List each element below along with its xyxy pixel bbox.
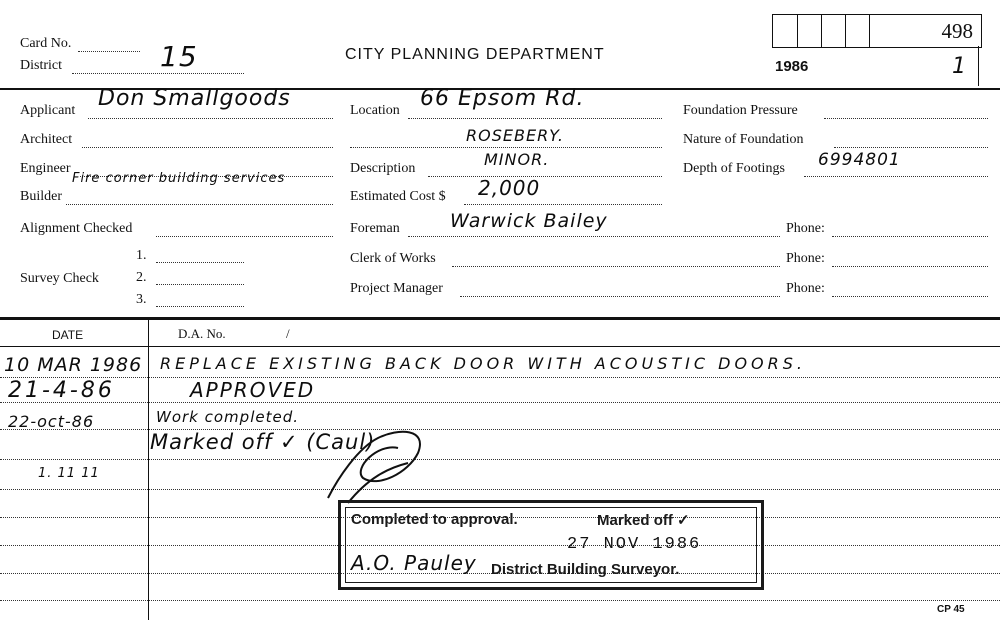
pm-line [460,296,780,297]
alignment-label: Alignment Checked [20,221,133,236]
clerk-line [452,266,780,267]
da-header: D.A. No. [178,326,226,341]
log-date-1: 10 MAR 1986 [4,354,143,376]
survey-line-3 [156,306,244,307]
da-value: / [286,326,290,341]
cost-value: 2,000 [478,176,541,200]
survey-line-1 [156,262,244,263]
survey-item-1: 1. [136,248,147,263]
depth-label: Depth of Footings [683,161,785,176]
log-text-1: REPLACE EXISTING BACK DOOR WITH ACOUSTIC DOORS. [160,354,806,373]
box-tail [978,46,979,86]
log-column-divider [148,320,149,620]
phone-line-2 [832,266,988,267]
log-header-rule [0,346,1000,347]
survey-line-2 [156,284,244,285]
card-number-box [772,14,982,48]
district-value: 15 [160,40,198,73]
foundation-pressure-label: Foundation Pressure [683,103,798,118]
card-number: 498 [941,19,973,43]
nature-line [834,147,988,148]
architect-line [82,147,333,148]
location-line [408,118,662,119]
year-label: 1986 [775,58,809,75]
builder-label: Builder [20,189,62,204]
log-text-4: Marked off ✓ (Caul) [150,430,376,454]
nature-label: Nature of Foundation [683,132,804,147]
architect-label: Architect [20,132,73,147]
cost-line [464,204,662,205]
log-line [0,402,1000,403]
applicant-label: Applicant [20,103,76,118]
foundation-pressure-line [824,118,988,119]
log-text-2: APPROVED [190,378,316,402]
log-line [0,377,1000,378]
foreman-line [408,236,780,237]
stamp-date: 27 NOV 1986 [567,535,702,554]
stamp-role: District Building Surveyor. [491,561,680,578]
builder-line [66,204,333,205]
cost-label: Estimated Cost $ [350,189,446,204]
applicant-line [88,118,333,119]
log-top-rule [0,317,1000,320]
foreman-value: Warwick Bailey [450,210,608,232]
log-line [0,489,1000,490]
date-header: DATE [52,328,84,342]
log-text-3: Work completed. [156,408,299,426]
district-line [72,73,244,74]
alignment-line [156,236,333,237]
applicant-value: Don Smallgoods [98,86,291,111]
card-no-line [78,51,140,52]
engineer-label: Engineer [20,161,71,176]
survey-item-2: 2. [136,270,147,285]
location-line1: 66 Epsom Rd. [420,86,585,111]
log-date-2: 21-4-86 [8,378,115,403]
clerk-label: Clerk of Works [350,251,436,266]
log-date-5: 1. 11 11 [38,466,100,481]
location-label: Location [350,103,400,118]
phone-line-3 [832,296,988,297]
builder-value: Fire corner building services [72,171,286,186]
log-line [0,600,1000,601]
log-line [0,459,1000,460]
description-value: MINOR. [484,150,550,169]
depth-value: 6994801 [818,150,901,170]
log-date-3: 22-oct-86 [8,412,95,431]
phone-label-3: Phone: [786,281,825,296]
survey-label: Survey Check [20,271,99,286]
depth-line [804,176,988,177]
phone-label-1: Phone: [786,221,825,236]
form-code: CP 45 [937,604,965,615]
phone-line-1 [832,236,988,237]
description-line [428,176,662,177]
department-title: CITY PLANNING DEPARTMENT [345,46,605,63]
phone-label-2: Phone: [786,251,825,266]
district-label: District [20,58,62,73]
survey-item-3: 3. [136,292,147,307]
stamp-signature: A.O. Pauley [351,551,477,575]
signature-scribble [318,418,438,508]
pm-label: Project Manager [350,281,443,296]
foreman-label: Foreman [350,221,400,236]
corner-mark: 1 [952,54,967,79]
stamp-marked-off: Marked off ✓ [597,512,690,529]
completion-stamp [338,500,764,590]
location-line-2 [350,147,662,148]
card-no-label: Card No. [20,36,72,51]
location-line2: ROSEBERY. [466,126,564,145]
description-label: Description [350,161,416,176]
stamp-line1: Completed to approval. [351,511,518,528]
